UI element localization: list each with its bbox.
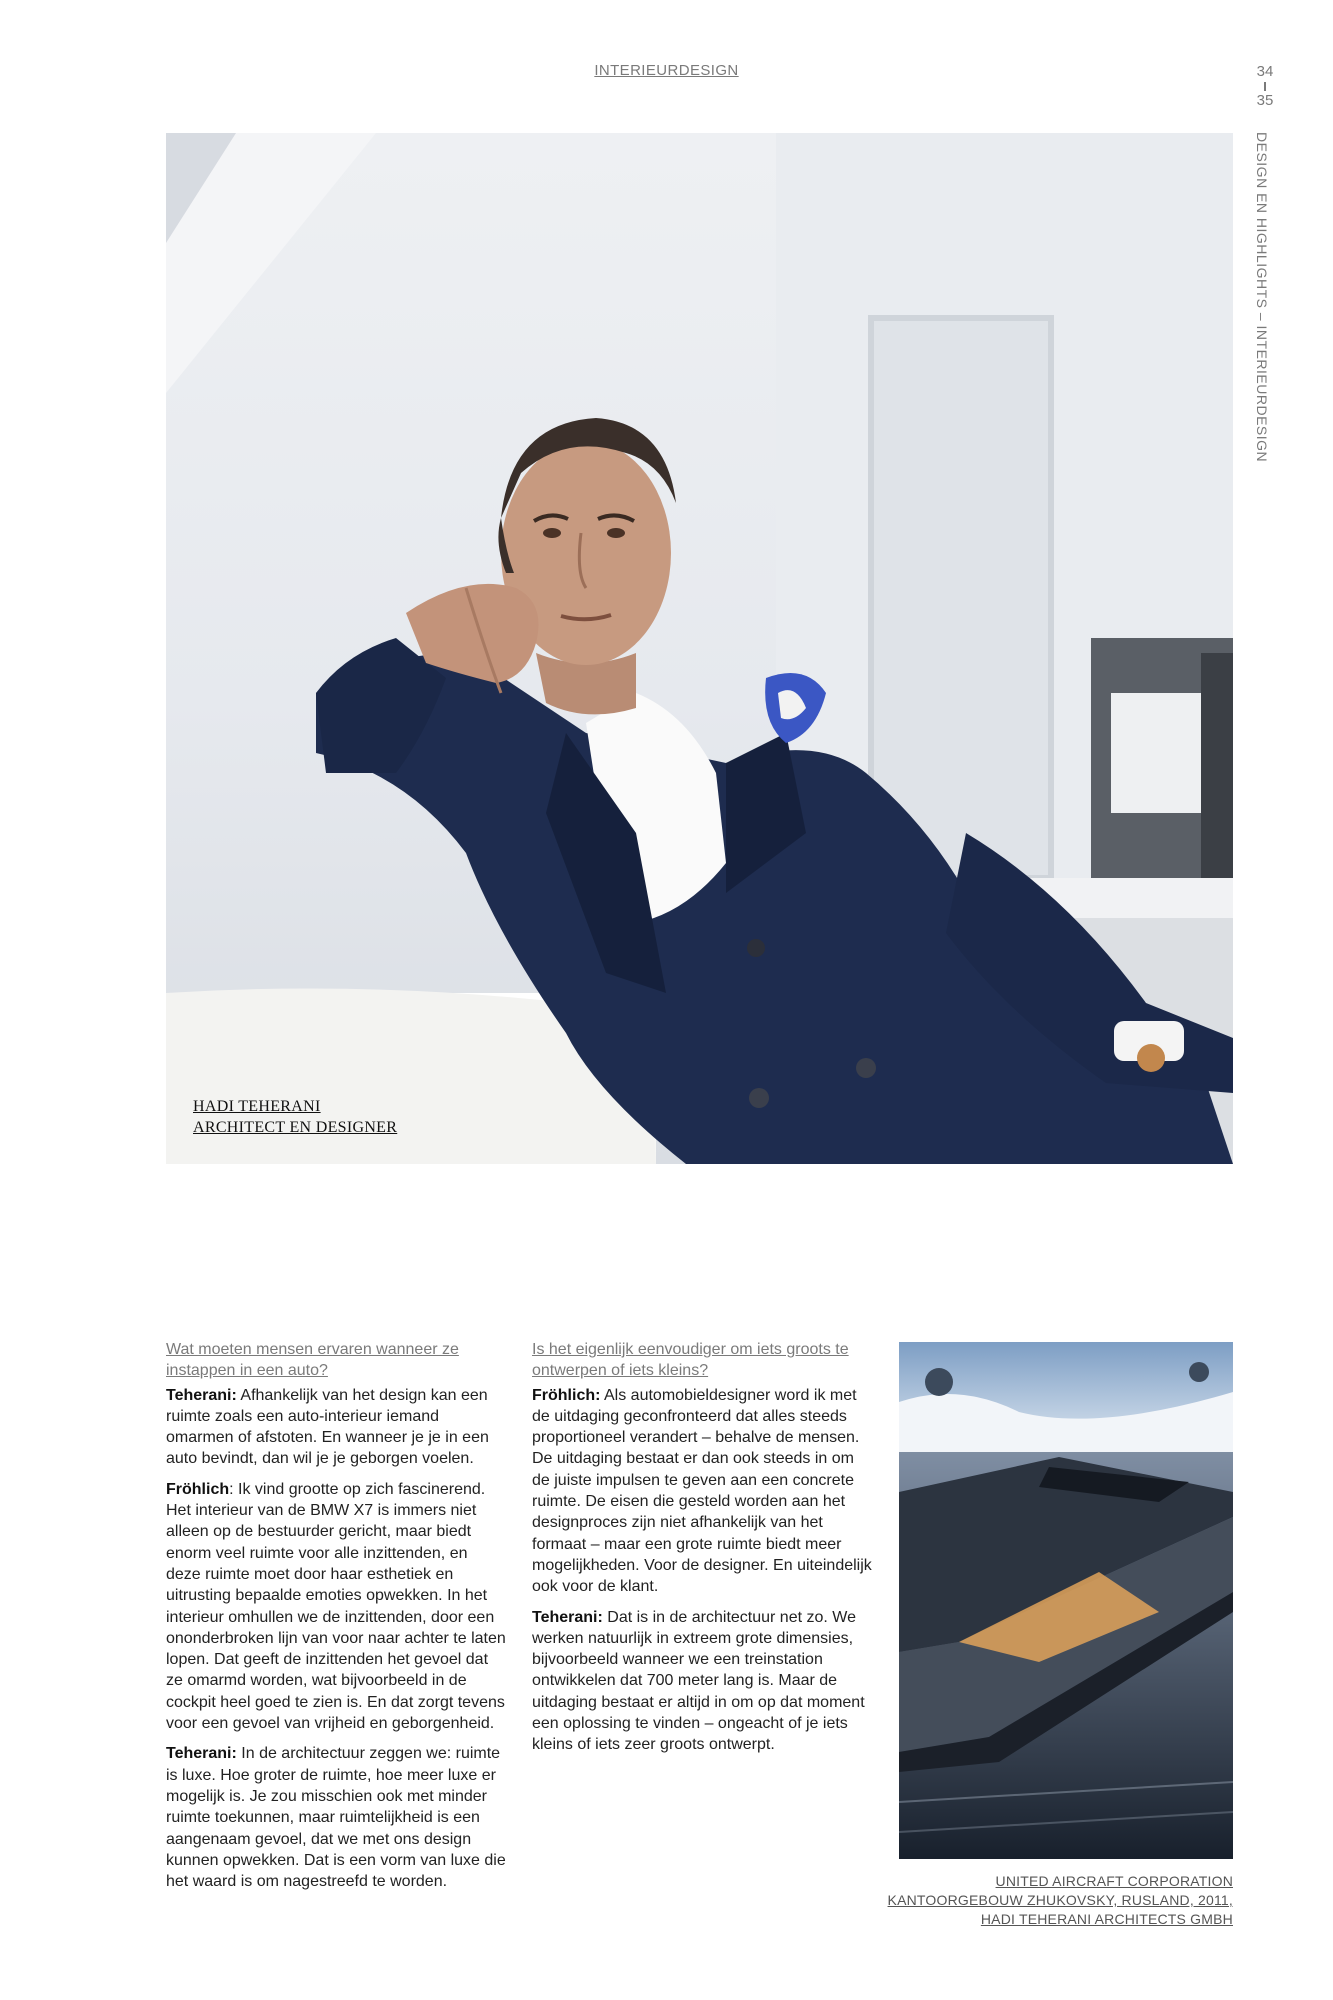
building-illustration [899,1342,1233,1859]
speaker-name: Teherani: [166,1745,237,1763]
page-number-left: 34 [1256,63,1274,80]
section-label: INTERIEURDESIGN [594,62,739,79]
answer-paragraph [532,1607,872,1756]
answer-paragraph [532,1385,872,1598]
speaker-name: Fröhlich: [532,1386,601,1404]
portrait-illustration [166,133,1233,1164]
portrait-caption [193,1096,397,1138]
speaker-name: Teherani: [166,1386,237,1404]
portrait-caption-name: HADI TEHERANI [193,1098,321,1115]
answer-paragraph [166,1479,506,1735]
question-1: Wat moeten mensen ervaren wanneer ze instappen in een auto? [166,1341,459,1380]
answer-text: Als automobieldesigner word ik met de uitdaging geconfronteerd dat alles steeds proportioneel verandert – behalve de mensen. De uitdaging bestaat er dan ook steeds in om de juiste impulsen te geven aan een concrete ruimte. De eisen die gesteld worden aan het designproces zijn niet afhankelijk van het formaat – maar een grote ruimte biedt meer mogelijkheden. Voor de designer. En uiteindelijk ook voor de klant. [532,1386,872,1596]
portrait-caption-role: ARCHITECT EN DESIGNER [193,1119,398,1136]
building-caption-project: KANTOORGEBOUW ZHUKOVSKY, RUSLAND, 2011, [887,1892,1233,1908]
interview-column-2 [532,1339,872,1765]
answer-text: Dat is in de architectuur net zo. We werken natuurlijk in extreem grote dimensies, bijvoorbeeld wanneer we een treinstation ontwikkelen dat 700 meter lang is. Maar de uitdaging bestaat er altijd in om op dat moment een oplossing te vinden – ongeacht of je iets kleins of iets zeer groots ontwerpt. [532,1608,865,1754]
building-photo [899,1342,1233,1859]
answer-text: Afhankelijk van het design kan een ruimte zoals een auto-interieur iemand omarmen of afstoten. En wanneer je je in een auto bevindt, dan wil je je geborgen voelen. [166,1386,489,1468]
answer-paragraph [166,1385,506,1470]
question-2: Is het eigenlijk eenvoudiger om iets groots te ontwerpen of iets kleins? [532,1341,849,1380]
speaker-name: Teherani: [532,1608,603,1626]
page-numbers [1248,62,1282,111]
page-number-right: 35 [1256,92,1274,109]
answer-text: In de architectuur zeggen we: ruimte is luxe. Hoe groter de ruimte, hoe meer luxe er mogelijk is. Je zou misschien ook met minder ruimte toekunnen, maar ruimtelijkheid is een aangenaam gevoel, dat we met ons design kunnen opwekken. Dat is een vorm van luxe die het waard is om nagestreefd te worden. [166,1745,506,1891]
building-caption-client: UNITED AIRCRAFT CORPORATION [995,1873,1233,1889]
page-number-separator [1264,82,1266,91]
portrait-photo [166,133,1233,1164]
speaker-name: Fröhlich [166,1480,230,1498]
answer-text: : Ik vind grootte op zich fascinerend. Het interieur van de BMW X7 is immers niet alleen op de bestuurder gericht, maar biedt enorm veel ruimte voor alle inzittenden, en deze ruimte moet door haar esthetiek en uitrusting bepaalde emoties opwekken. In het interieur omhullen we de inzittenden, door een ononderbroken lijn van voor naar achter te laten lopen. Dat geeft de inzittenden het gevoel dat ze omarmd worden, wat bijvoorbeeld in de cockpit heel goed te zien is. En dat zorgt tevens voor een gevoel van vrijheid en geborgenheid. [166,1480,506,1733]
building-caption [880,1872,1233,1929]
side-running-title: DESIGN EN HIGHLIGHTS – INTERIEURDESIGN [1254,132,1270,463]
answer-paragraph [166,1743,506,1892]
interview-column-1 [166,1339,506,1901]
building-caption-architect: HADI TEHERANI ARCHITECTS GMBH [980,1911,1233,1927]
